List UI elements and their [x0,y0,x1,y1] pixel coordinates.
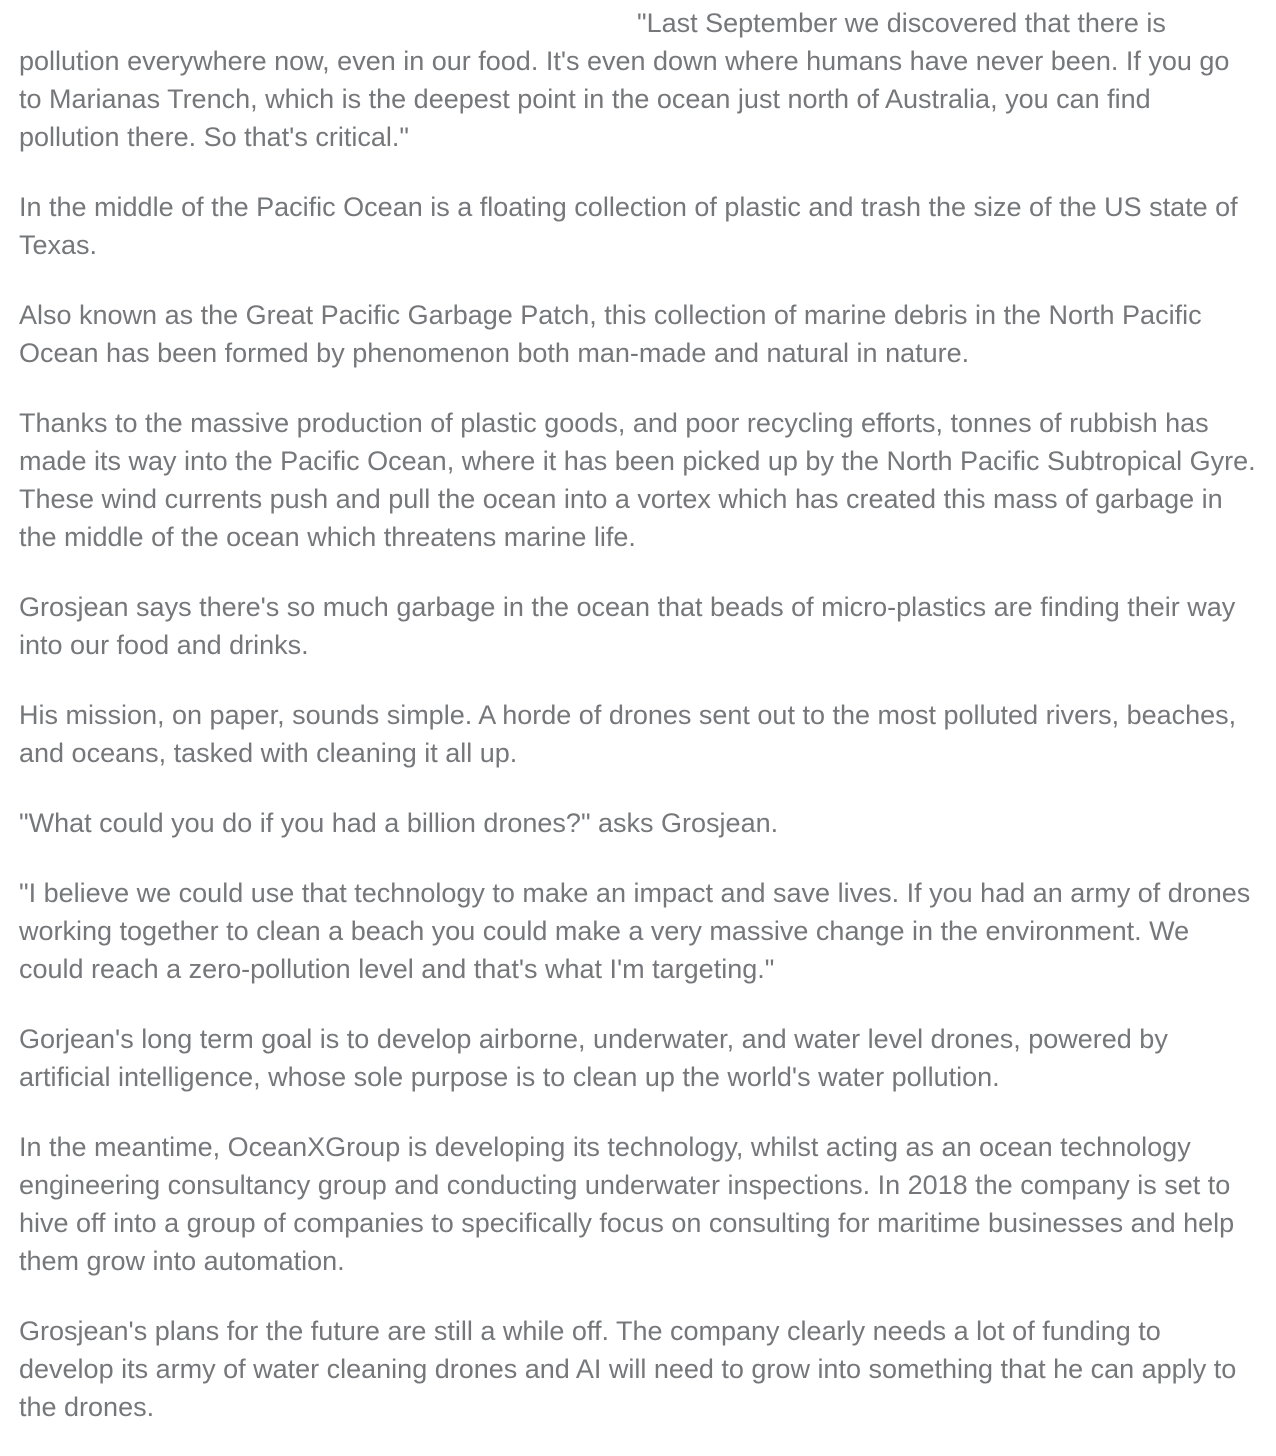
article-paragraph: "Last September we discovered that there is pollution everywhere now, even in our food. It's even down where humans have never been. If you go to Marianas Trench, which is the deepest point in the ocean just north of Australia, you can find pollution there. So that's critical." [19,8,1230,152]
article-paragraph: Also known as the Great Pacific Garbage Patch, this collection of marine debris in the North Pacific Ocean has been formed by phenomenon both man-made and natural in nature. [19,300,1202,368]
article-paragraph: Grosjean's plans for the future are still a while off. The company clearly needs a lot of funding to develop its army of water cleaning drones and AI will need to grow into something that he can apply to the drones. [19,1316,1237,1422]
article-paragraph: Thanks to the massive production of plastic goods, and poor recycling efforts, tonnes of rubbish has made its way into the Pacific Ocean, where it has been picked up by the North Pacific Subtropical Gyre. These wind currents push and pull the ocean into a vortex which has created this mass of garbage in the middle of the ocean which threatens marine life. [19,408,1256,552]
article-paragraph: "What could you do if you had a billion drones?" asks Grosjean. [19,808,779,838]
article-paragraph: "I believe we could use that technology to make an impact and save lives. If you had an army of drones working together to clean a beach you could make a very massive change in the environment. We could reach a zero-pollution level and that's what I'm targeting." [19,878,1251,984]
article-paragraph: In the meantime, OceanXGroup is developing its technology, whilst acting as an ocean technology engineering consultancy group and conducting underwater inspections. In 2018 the company is set to hive off into a group of companies to specifically focus on consulting for maritime businesses and help them grow into automation. [19,1132,1235,1276]
article-paragraph: His mission, on paper, sounds simple. A horde of drones sent out to the most polluted rivers, beaches, and oceans, tasked with cleaning it all up. [19,700,1237,768]
article-paragraph: Grosjean says there's so much garbage in the ocean that beads of micro-plastics are finding their way into our food and drinks. [19,592,1236,660]
article-paragraph: In the middle of the Pacific Ocean is a floating collection of plastic and trash the size of the US state of Texas. [19,192,1238,260]
article-paragraph: Gorjean's long term goal is to develop airborne, underwater, and water level drones, powered by artificial intelligence, whose sole purpose is to clean up the world's water pollution. [19,1024,1168,1092]
